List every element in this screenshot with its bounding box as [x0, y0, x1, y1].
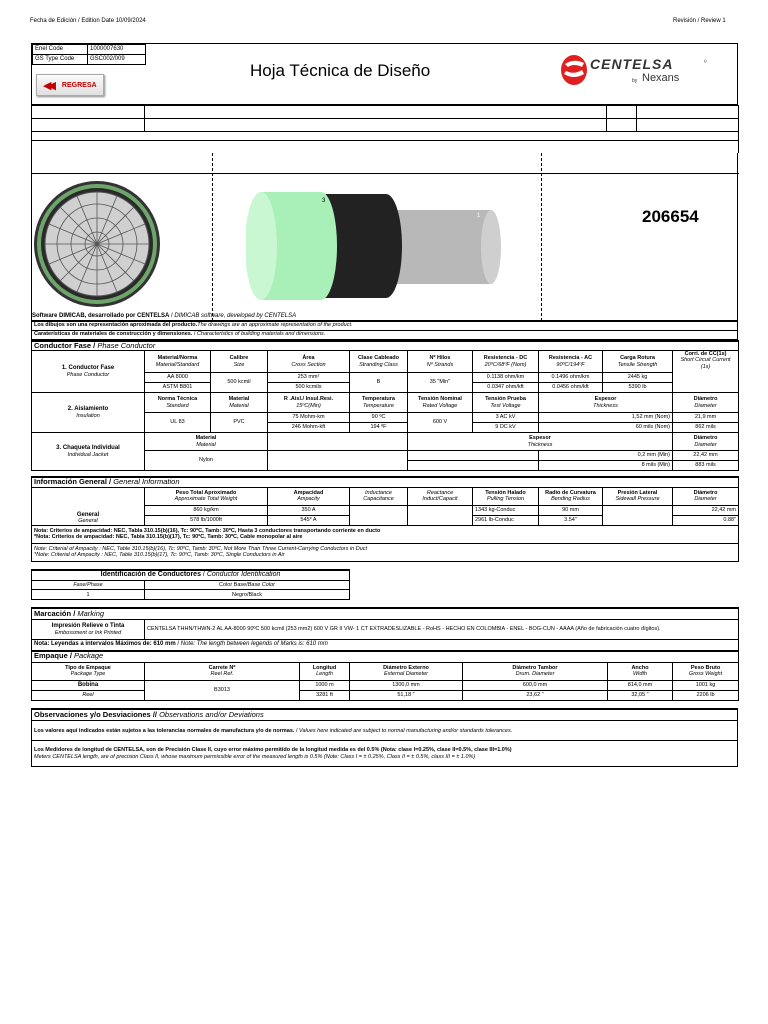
pkg-ext-diam-in: 51,18 ": [350, 690, 463, 700]
conductor-res-dc-kft: 0.0347 ohm/kft: [473, 383, 539, 393]
observation-2: Los Medidores de longitud de CENTELSA, son de Precisión Clase II, cuyo error máximo permitido de la longitud medida es del 0.5% (Nota: clase I=0.25%, clase II=0.5%, clase III=1.0%): [34, 747, 512, 754]
conductor-res-ac-kft: 0.0456 ohm/kft: [539, 383, 603, 393]
ins-temp-c: 90 ºC: [350, 413, 408, 423]
observation-3: Meters CENTELSA length, are of precision Class II, whose maximum permissible error of the measured length is 0.5% (Note: Class I = ± 0.25%, Class II = ± 0.5%, class III = ± 1.0%): [34, 753, 476, 760]
blank-rows: [31, 105, 739, 153]
ampacity-note-en-1: Note: Criterial of Ampacity : NEC, Table 310.15(b)(16), Tc: 90ºC, Tamb: 30ºC, Not More Than Three Current-Carrying Conductors in Duct: [34, 545, 368, 552]
hdr-gross-en: Gross Weight: [688, 671, 723, 678]
observations-title: Observaciones y/o Desviaciones: [34, 709, 151, 719]
conductor-section-title-en: Phase Conductor: [97, 340, 156, 350]
characteristics-note-en: Characteristics of building materials and dimensions.: [196, 331, 326, 338]
observations-table: Observaciones y/o Desviaciones // Observations and/or Deviations Los valores aquí indicados están sujetos a las tolerancias normales de manufactura y/o de normas. / Values here indicated are subject to normal manufacturing and/or standards tolerances. Los Medidores de longitud de CENTELSA, son de Precisión Clase II, cuyo error máximo permitido de la longitud medida es del 0.5% (Nota: clase I=0.25%, clase II=0.5%, clase III=1.0%) Meters CENTELSA length, are of precision Class II, whose maximum permissible error of the measured length is 0.5% (Note: Class I = ± 0.25%, Class II = ± 0.5%, class III = ± 1.0%): [31, 708, 738, 768]
marking-title-en: Marking: [77, 608, 105, 618]
hdr-ins-material: Material: [228, 396, 250, 403]
hdr-res-ac-en: 90ºC/194ºF: [556, 361, 585, 368]
hdr-ins-temp-en: Temperature: [363, 402, 394, 409]
ins-standard: UL 83: [145, 413, 211, 433]
hdr-jacket-diameter: Diámetro: [693, 435, 718, 442]
hdr-length-en: Length: [316, 671, 333, 678]
hdr-jacket-thickness: Espesor: [529, 435, 551, 442]
layer-3-number: 3: [322, 197, 326, 204]
hdr-stranding: Clase Cableado: [358, 355, 399, 362]
hdr-ins-material-en: Material: [229, 402, 249, 409]
hdr-ampacity-en: Ampacity: [297, 496, 320, 503]
jacket-thickness-mils: 8 mils (Min): [539, 461, 673, 471]
edition-date: Fecha de Edición / Edition Date 10/09/2024: [30, 18, 146, 24]
hdr-size: Calibre: [229, 355, 249, 362]
pkg-type: Bobina: [32, 680, 145, 690]
hdr-ins-temp: Temperatura: [362, 396, 395, 403]
gen-bending-mm: 90 mm: [539, 505, 603, 515]
centelsa-emblem-icon: [560, 54, 588, 86]
layer-1-number: 1: [477, 212, 481, 219]
hdr-tensile-en: Tensile Strength: [617, 361, 658, 368]
identification-title-en: Conductor Identification: [206, 571, 281, 579]
enel-code-label: Enel Code: [33, 45, 88, 55]
back-button[interactable]: [36, 74, 104, 96]
cable-layers-drawing: [246, 187, 516, 307]
codes-table: [32, 44, 146, 65]
hdr-reactance-en: Induct/Capacit: [422, 496, 458, 503]
header: [31, 43, 738, 105]
ampacity-note-2: *Nota: Criterios de ampacidad: NEC, Tabla 310.15(b)(17), Tc: 90ºC, Tamb: 30ºC, Cable monopolar al aire: [34, 534, 303, 541]
hdr-stranding-en: Stranding Class: [359, 361, 398, 368]
conductor-row-label-en: Phase Conductor: [66, 371, 110, 378]
hdr-size-en: Size: [233, 361, 245, 368]
hdr-ampacity: Ampacidad: [293, 489, 324, 496]
hdr-sidewall: Presión Lateral: [617, 489, 658, 496]
marking-label-en: Embossment or Ink Printed: [54, 629, 122, 636]
jacket-material: Nylon: [145, 451, 268, 471]
ins-diameter-mils: 862 mils: [673, 423, 739, 433]
hdr-ins-standard: Norma Técnica: [157, 396, 198, 403]
layer-2-number: 2: [404, 197, 408, 204]
identification-title: Identificación de Conductores: [100, 571, 201, 579]
datasheet: [31, 43, 738, 767]
ident-color: Negro/Black: [145, 590, 350, 600]
hdr-inductance: Inductance: [365, 489, 392, 496]
hdr-length: Longitud: [312, 664, 337, 671]
conductor-size: 500 kcmil: [211, 373, 268, 393]
marking-title: Marcación: [34, 608, 72, 618]
hdr-gen-diameter-en: Diameter: [694, 496, 717, 503]
marking-table: Marcación / Marking Impresión Relieve o Tinta Embossment or Ink Printed CENTELSA THHN/THWN-2 AL AA-8000 90ºC 500 kcmil (253 mm2) 600 V GR II VW- 1 CT EXTRADESLIZABLE - RoHS - HECHO EN COLOMBIA - ENEL - BOG-CUN - AAAA (Año de fabricación cuatro dígitos). Nota: Leyendas a intervalos Máximos de: 610 mm / Note: The length between legends of Marks is: 610 mm: [31, 607, 739, 651]
general-row-label-en: General: [78, 518, 98, 525]
hdr-area: Área: [302, 355, 315, 362]
ins-res-km: 75 Mohm-km: [268, 413, 350, 423]
ins-thickness-mils: 60 mils (Nom): [539, 423, 673, 433]
pkg-length-m: 1000 m: [300, 680, 350, 690]
jacket-row-label: 3. Chaqueta Individual: [56, 445, 120, 452]
pkg-width-in: 32,05 ": [608, 690, 673, 700]
hdr-ext-diam-en: External Diameter: [383, 671, 429, 678]
gen-weight-kg: 860 kg/km: [145, 505, 268, 515]
hdr-jacket-thickness-en: Thickness: [527, 441, 553, 448]
hdr-ins-resistance-en: 15ºC(Min): [296, 402, 321, 409]
ins-thickness-mm: 1,52 mm (Nom): [539, 413, 673, 423]
ins-diameter-mm: 21,9 mm: [673, 413, 739, 423]
pkg-gross-lb: 2206 lb: [673, 690, 739, 700]
package-title: Empaque: [34, 651, 68, 661]
notes-top: Los dibujos son una representación aproximada del producto.The drawings are an approximate representation of the product. Caraterísticas de materiales de construcción y dimensiones. / Characteristics of building materials and dimensions.: [31, 321, 738, 340]
hdr-weight: Peso Total Aproximado: [175, 489, 237, 496]
conductor-row-label: 1. Conductor Fase: [61, 365, 115, 372]
hdr-short-circuit: Corri. de CC(1s): [684, 351, 727, 358]
centelsa-logo: [560, 54, 710, 94]
pkg-ext-diam-mm: 1300,0 mm: [350, 680, 463, 690]
ident-phase: 1: [32, 590, 145, 600]
package-title-en: Package: [74, 651, 104, 661]
conductor-area-mm: 253 mm²: [268, 373, 350, 383]
hdr-strands: Nº Hilos: [429, 355, 451, 362]
software-note-es: Software DIMICAB, desarrollado por CENTELSA: [32, 312, 170, 319]
ins-material: PVC: [211, 413, 268, 433]
hdr-res-ac: Resistencia - AC: [548, 355, 593, 362]
hdr-jacket-material: Material: [195, 435, 217, 442]
general-section-title-en: General Information: [113, 477, 180, 487]
pkg-drum-diam-in: 23,62 ": [463, 690, 608, 700]
hdr-ins-voltage: Tensión Nominal: [418, 396, 462, 403]
hdr-weight-en: Approximate Total Weight: [174, 496, 238, 503]
marking-note: Nota: Leyendas a intervalos Máximos de: 610 mm: [34, 641, 176, 648]
hdr-bending: Radio de Curvatura: [545, 489, 596, 496]
observations-title-en: Observations and/or Deviations: [159, 709, 264, 719]
conductor-area-kcmil: 500 kcmils: [268, 383, 350, 393]
gen-diameter-mm: 22,42 mm: [673, 505, 739, 515]
observation-1: Los valores aquí indicados están sujetos a las tolerancias normales de manufactura y/o de normas.: [34, 727, 295, 734]
hdr-res-dc-en: 20ºC/68ºF (Nom): [484, 361, 527, 368]
gs-code-label: GS Type Code: [33, 55, 88, 65]
gen-pulling-lb: 2961 lb-Conduc: [473, 515, 539, 525]
hdr-ins-diameter-en: Diameter: [694, 402, 717, 409]
marking-label: Impresión Relieve o Tinta: [51, 622, 125, 629]
hdr-pulling: Tensión Halado: [485, 489, 526, 496]
hdr-jacket-material-en: Material: [196, 441, 216, 448]
general-section-title: Información General: [34, 477, 107, 487]
hdr-gross: Peso Bruto: [690, 664, 721, 671]
gen-pulling-kg: 1343 kg-Conduc: [473, 505, 539, 515]
ampacity-note-en-2: *Note: Criterial of Ampacity : NEC, Table 310.15(b)(17), Tc: 90ºC, Tamb: 30ºC, Single Conductors in Air: [34, 552, 285, 559]
software-note: Software DIMICAB, desarrollado por CENTELSA / DIMICAB software, developed by CENTELSA: [32, 312, 297, 319]
construction-table: Conductor Fase / Phase Conductor 1. Conductor Fase Phase Conductor Material/Norma Material/Standard Calibre Size Área Cross Section Clase Cableado Stranding Class Nº Hilos Nº Strands Resistencia - DC 20ºC/68ºF (Nom) Resistencia - AC 90ºC/194ºF Carga Rotura Tensile Strength Corri. de CC(1s) Short Circuit Current (1s) AA 8000 500 kcmil 253 mm² B 35 "Min" 0.1138 ohm/km 0.1496 ohm/km 2445 kg ASTM B801 500 kcmils 0.0347 ohm/kft 0.0456 ohm/kft 5390 lb 2. Aislamiento Insulation Norma Técnica Standard Material Material R .Aisl./ Insul.Resi. 15ºC(Min) Temperatura Temperature Tensión Nominal Rated Voltage Tensión Prueba Test Voltage Espesor Thickness Diámetro Diameter UL 83 PVC 75 Mohm-km 90 ºC 600 V 3 AC kV 1,52 mm (Nom) 21,9 mm 246 Mohm-kft 194 ºF 9 DC kV 60 mils (Nom) 862 mils 3. Chaqueta Individual Individual Jacket Material Material Espesor Thickness Diámetro Diameter Nylon 0,2 mm (Min) 22,42 mm 8 mils (Min) 883 mils: [31, 340, 739, 472]
hdr-capacitance: Capacitance: [363, 496, 394, 503]
insulation-row-label: 2. Aislamiento: [67, 406, 109, 413]
marking-text: CENTELSA THHN/THWN-2 AL AA-8000 90ºC 500 kcmil (253 mm2) 600 V GR II VW- 1 CT EXTRADESLIZABLE - RoHS - HECHO EN COLOMBIA - ENEL - BOG-CUN - AAAA (Año de fabricación cuatro dígitos).: [145, 619, 739, 639]
hdr-bending-en: Bending Radius: [551, 496, 590, 503]
hdr-ins-resistance: R .Aisl./ Insul.Resi.: [283, 396, 334, 403]
hdr-ins-diameter: Diámetro: [693, 396, 718, 403]
gen-weight-lb: 578 lb/1000ft: [145, 515, 268, 525]
hdr-reel: Carrete Nº: [208, 664, 236, 671]
software-note-en: DIMICAB software, developed by CENTELSA: [174, 312, 297, 319]
ins-test-dc: 9 DC kV: [473, 423, 539, 433]
conductor-strands: 35 "Min": [408, 373, 473, 393]
pkg-gross-kg: 1001 kg: [673, 680, 739, 690]
ins-temp-f: 194 ºF: [350, 423, 408, 433]
conductor-res-ac-km: 0.1496 ohm/km: [539, 373, 603, 383]
insulation-row-label-en: Insulation: [76, 412, 100, 419]
hdr-res-dc: Resistencia - DC: [483, 355, 528, 362]
hdr-jacket-diameter-en: Diameter: [694, 441, 717, 448]
drawings-note-en: The drawings are an approximate representation of the product.: [197, 322, 353, 329]
observation-1-en: Values here indicated are subject to normal manufacturing and/or standards tolerances.: [299, 727, 513, 734]
hdr-drum-diam: Diámetro Tambor: [512, 664, 558, 671]
conductor-stranding: B: [350, 373, 408, 393]
hdr-tensile: Carga Rotura: [620, 355, 655, 362]
ins-voltage: 600 V: [408, 413, 473, 433]
conductor-tensile-lb: 5390 lb: [603, 383, 673, 393]
hdr-color-en: Base Color: [247, 582, 275, 589]
logo-nexans: Nexans: [642, 72, 680, 84]
hdr-ext-diam: Diámetro Externo: [383, 664, 429, 671]
ins-res-kft: 246 Mohm-kft: [268, 423, 350, 433]
general-table: Información General / General Information General General Peso Total Aproximado Approximate Total Weight Ampacidad Ampacity Inductance Capacitance Reactance Induct/Capacit Tensión Halado Pulling Tension Radio de Curvatura Bending Radius Presión Lateral Sidewall Pressure Diámetro Diameter 860 kg/km 350 A 1343 kg-Conduc 90 mm 22,42 mm 578 lb/1000ft 545* A 2961 lb-Conduc 3.54" 0.88" Nota: Criterios de ampacidad: NEC, Tabla 310.15(b)(16), Tc: 90ºC, Tamb: 30ºC, Hasta 3 conductores transportando corriente en ducto *Nota: Criterios de ampacidad: NEC, Tabla 310.15(b)(17), Tc: 90ºC, Tamb: 30ºC, Cable monopolar al aire Note: Criterial of Ampacity : NEC, Table 310.15(b)(16), Tc: 90ºC, Tamb: 30ºC, Not More Than Three Current-Carrying Conductors in Duct *Note: Criterial of Ampacity : NEC, Table 310.15(b)(17), Tc: 90ºC, Tamb: 30ºC, Single Conductors in Air: [31, 476, 739, 562]
drawing-area: [31, 153, 738, 321]
pkg-drum-diam-mm: 600,0 mm: [463, 680, 608, 690]
jacket-thickness-mm: 0,2 mm (Min): [539, 451, 673, 461]
hdr-drum-diam-en: Drum. Diameter: [515, 671, 555, 678]
jacket-row-label-en: Individual Jacket: [67, 451, 109, 458]
conductor-material-1: AA 8000: [145, 373, 211, 383]
pkg-type-en: Reel: [32, 690, 145, 700]
back-arrows-icon: ◀◀: [43, 79, 52, 92]
package-table: Empaque / Package Tipo de Empaque Package Type Carrete Nº Reel Ref. Longitud Length Diámetro Externo External Diameter Diámetro Tambor Drum. Diameter Ancho Width Peso Bruto Gross Weight Bobina B3013 1000 m 1300,0 mm 600,0 mm 814,0 mm 1001 kg Reel 3281 ft 51,18 " 23,62 " 32,05 " 2206 lb: [31, 651, 739, 701]
hdr-ins-test: Tensión Prueba: [485, 396, 526, 403]
pkg-width-mm: 814,0 mm: [608, 680, 673, 690]
gen-ampacity-1: 350 A: [268, 505, 350, 515]
hdr-ins-standard-en: Standard: [166, 402, 189, 409]
jacket-diameter-mils: 883 mils: [673, 461, 739, 471]
hdr-ins-test-en: Test Voltage: [490, 402, 521, 409]
hdr-color: Color Base/: [219, 582, 248, 589]
gen-diameter-in: 0.88": [673, 515, 739, 525]
cable-cross-section-drawing: [32, 179, 162, 309]
logo-word: CENTELSA: [590, 56, 674, 72]
gen-bending-in: 3.54": [539, 515, 603, 525]
pkg-length-ft: 3281 ft: [300, 690, 350, 700]
hdr-area-en: Cross Section: [291, 361, 326, 368]
hdr-ins-thickness: Espesor: [594, 396, 617, 403]
gs-code-value: GSC002/009: [88, 55, 146, 65]
hdr-material-en: Material/Standard: [155, 361, 200, 368]
pkg-reel: B3013: [145, 680, 300, 700]
revision: Revisión / Review 1: [673, 18, 726, 24]
conductor-res-dc-km: 0.1138 ohm/km: [473, 373, 539, 383]
hdr-phase: Fase/Phase: [32, 581, 145, 590]
identification-table: Identificación de Conductores / Conductor Identification Fase/Phase Color Base/Base Color 1 Negro/Black: [31, 569, 350, 601]
hdr-width-en: Width: [632, 671, 647, 678]
hdr-reactance: Reactance: [426, 489, 454, 496]
hdr-reel-en: Reel Ref.: [210, 671, 234, 678]
hdr-strands-en: Nº Strands: [426, 361, 454, 368]
characteristics-note: Caraterísticas de materiales de construcción y dimensiones.: [34, 331, 193, 338]
hdr-sidewall-en: Sidewall Pressure: [615, 496, 660, 503]
enel-code-value: 1000007630: [88, 45, 146, 55]
hdr-gen-diameter: Diámetro: [693, 489, 718, 496]
marking-note-en: Note: The length between legends of Marks is: 610 mm: [180, 641, 328, 648]
ampacity-note-1: Nota: Criterios de ampacidad: NEC, Tabla 310.15(b)(16), Tc: 90ºC, Tamb: 30ºC, Hasta 3 conductores transportando corriente en ducto: [34, 527, 381, 534]
conductor-tensile-kg: 2445 kg: [603, 373, 673, 383]
hdr-pkg-type-en: Package Type: [70, 671, 106, 678]
conductor-material-2: ASTM B801: [145, 383, 211, 393]
page-title: Hoja Técnica de Diseño: [250, 61, 431, 80]
registered-icon: º: [704, 60, 707, 67]
hdr-ins-thickness-en: Thickness: [593, 402, 618, 409]
hdr-pulling-en: Pulling Tension: [486, 496, 525, 503]
conductor-section-title: Conductor Fase: [34, 340, 92, 350]
general-row-label: General: [76, 511, 100, 518]
hdr-short-circuit-en: Short Circuit Current (1s): [680, 357, 731, 370]
logo-by: by: [632, 78, 638, 84]
hdr-ins-voltage-en: Rated Voltage: [422, 402, 458, 409]
drawings-note: Los dibujos son una representación aproximada del producto.: [34, 322, 198, 329]
ins-test-ac: 3 AC kV: [473, 413, 539, 423]
product-code: 206654: [642, 206, 699, 226]
hdr-material: Material/Norma: [157, 355, 198, 362]
jacket-diameter-mm: 22,42 mm: [673, 451, 739, 461]
gen-ampacity-2: 545* A: [268, 515, 350, 525]
hdr-pkg-type: Tipo de Empaque: [65, 664, 111, 671]
hdr-width: Ancho: [631, 664, 649, 671]
back-button-label: REGRESA: [61, 81, 97, 89]
